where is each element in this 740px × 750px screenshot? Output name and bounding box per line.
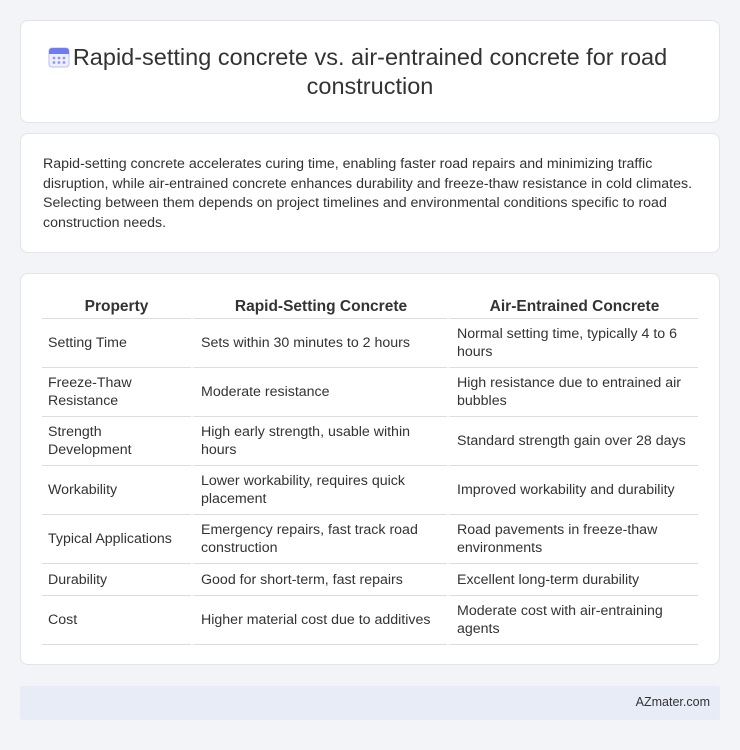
table-cell: Moderate resistance xyxy=(191,368,447,417)
table-cell: Good for short-term, fast repairs xyxy=(191,564,447,596)
column-header-air-entrained: Air-Entrained Concrete xyxy=(447,295,698,319)
table-header-row xyxy=(42,295,698,319)
column-header-property: Property xyxy=(42,295,191,319)
comparison-table xyxy=(42,295,698,645)
table-cell: High early strength, usable within hours xyxy=(191,417,447,466)
table-cell: Setting Time xyxy=(42,319,191,368)
comparison-table-card xyxy=(20,273,720,665)
footer-bar xyxy=(20,686,720,720)
table-row xyxy=(42,564,698,596)
summary-text: Rapid-setting concrete accelerates curing time, enabling faster road repairs and minimizing traffic disruption, while air-entrained concrete enhances durability and freeze-thaw resistance in cold climates. Selecting between them depends on project timelines and environmental conditions specific to road construction needs. xyxy=(43,156,693,231)
table-row xyxy=(42,596,698,645)
table-row xyxy=(42,515,698,564)
table-row xyxy=(42,466,698,515)
footer-brand: AZmater.com xyxy=(635,695,710,709)
table-cell: Cost xyxy=(42,596,191,645)
table-cell: Typical Applications xyxy=(42,515,191,564)
table-cell: Lower workability, requires quick placement xyxy=(191,466,447,515)
table-cell: Workability xyxy=(42,466,191,515)
table-cell: Sets within 30 minutes to 2 hours xyxy=(191,319,447,368)
table-row xyxy=(42,368,698,417)
table-cell: Normal setting time, typically 4 to 6 hours xyxy=(447,319,698,368)
table-row xyxy=(42,417,698,466)
table-cell: Emergency repairs, fast track road construction xyxy=(191,515,447,564)
table-cell: Improved workability and durability xyxy=(447,466,698,515)
table-cell: Strength Development xyxy=(42,417,191,466)
title-card xyxy=(20,20,720,123)
summary-card xyxy=(20,133,720,253)
table-cell: Moderate cost with air-entraining agents xyxy=(447,596,698,645)
table-cell: Freeze-Thaw Resistance xyxy=(42,368,191,417)
page-title: Rapid-setting concrete vs. air-entrained concrete for road construction xyxy=(72,44,668,99)
table-cell: Road pavements in freeze-thaw environments xyxy=(447,515,698,564)
table-row xyxy=(42,319,698,368)
column-header-rapid-setting: Rapid-Setting Concrete xyxy=(191,295,447,319)
table-cell: Higher material cost due to additives xyxy=(191,596,447,645)
table-cell: Durability xyxy=(42,564,191,596)
table-cell: Excellent long-term durability xyxy=(447,564,698,596)
table-cell: Standard strength gain over 28 days xyxy=(447,417,698,466)
table-cell: High resistance due to entrained air bubbles xyxy=(447,368,698,417)
